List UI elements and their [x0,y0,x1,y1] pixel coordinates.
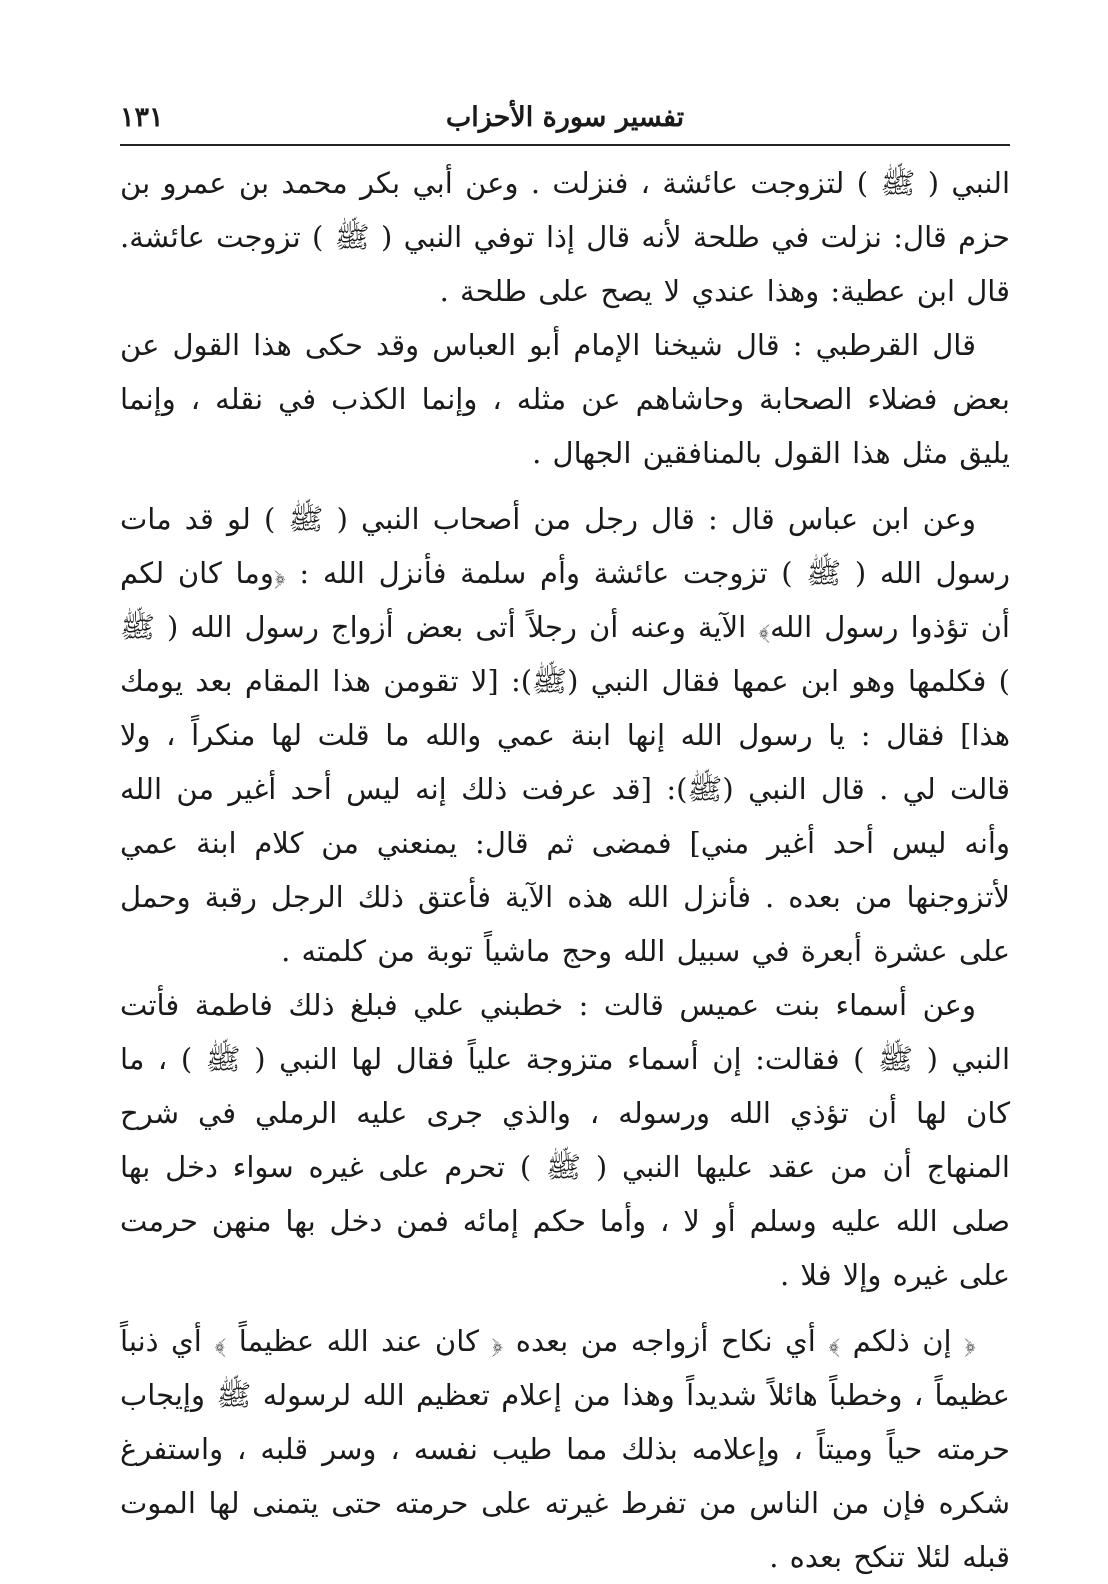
paragraph: وعن أسماء بنت عميس قالت : خطبني علي فبلغ ذلك فاطمة فأتت النبي ( ﷺ ) فقالت: إن أسماء متزوجة علياً فقال لها النبي ( ﷺ ) ، ما كان لها أن تؤذي الله ورسوله ، والذي جرى عليه الرملي في شرح المنهاج أن من عقد عليها النبي ( ﷺ ) تحرم على غيره سواء دخل بها صلى الله عليه وسلم أو لا ، وأما حكم إمائه فمن دخل بها منهن حرمت على غيره وإلا فلا . [120,988,1010,1292]
body-text [120,156,1010,1584]
running-title: تفسير سورة الأحزاب [445,102,685,133]
paragraph: وعن ابن عباس قال : قال رجل من أصحاب النبي ( ﷺ ) لو قد مات رسول الله ( ﷺ ) تزوجت عائشة وأم سلمة فأنزل الله : ﴿وما كان لكم أن تؤذوا رسول الله﴾ الآية وعنه أن رجلاً أتى بعض أزواج رسول الله ( ﷺ ) فكلمها وهو ابن عمها فقال النبي (ﷺ): [لا تقومن هذا المقام بعد يومك هذا] فقال : يا رسول الله إنها ابنة عمي والله ما قلت لها منكراً ، ولا قالت لي . قال النبي (ﷺ): [قد عرفت ذلك إنه ليس أحد أغير من الله وأنه ليس أحد أغير مني] فمضى ثم قال: يمنعني من كلام ابنة عمي لأتزوجنها من بعده . فأنزل الله هذه الآية فأعتق ذلك الرجل رقبة وحمل على عشرة أبعرة في سبيل الله وحج ماشياً توبة من كلمته . [120,502,1010,968]
paragraph: قال القرطبي : قال شيخنا الإمام أبو العباس وقد حكى هذا القول عن بعض فضلاء الصحابة وحاشاهم عن مثله ، وإنما الكذب في نقله ، وإنما يليق مثل هذا القول بالمنافقين الجهال . [120,328,1010,470]
page [120,96,1010,1574]
page-number: ١٣١ [120,102,164,133]
page-header [120,96,1010,146]
paragraph: النبي ( ﷺ ) لتزوجت عائشة ، فنزلت . وعن أبي بكر محمد بن عمرو بن حزم قال: نزلت في طلحة لأنه قال إذا توفي النبي ( ﷺ ) تزوجت عائشة. قال ابن عطية: وهذا عندي لا يصح على طلحة . [120,166,1010,308]
paragraph: ﴿ إن ذلكم ﴾ أي نكاح أزواجه من بعده ﴿ كان عند الله عظيماً ﴾ أي ذنباً عظيماً ، وخطباً هائلاً شديداً وهذا من إعلام تعظيم الله لرسوله ﷺ وإيجاب حرمته حياً وميتاً ، وإعلامه بذلك مما طيب نفسه ، وسر قلبه ، واستفرغ شكره فإن من الناس من تفرط غيرته على حرمته حتى يتمنى لها الموت قبله لئلا تنكح بعده . [120,1324,1010,1574]
